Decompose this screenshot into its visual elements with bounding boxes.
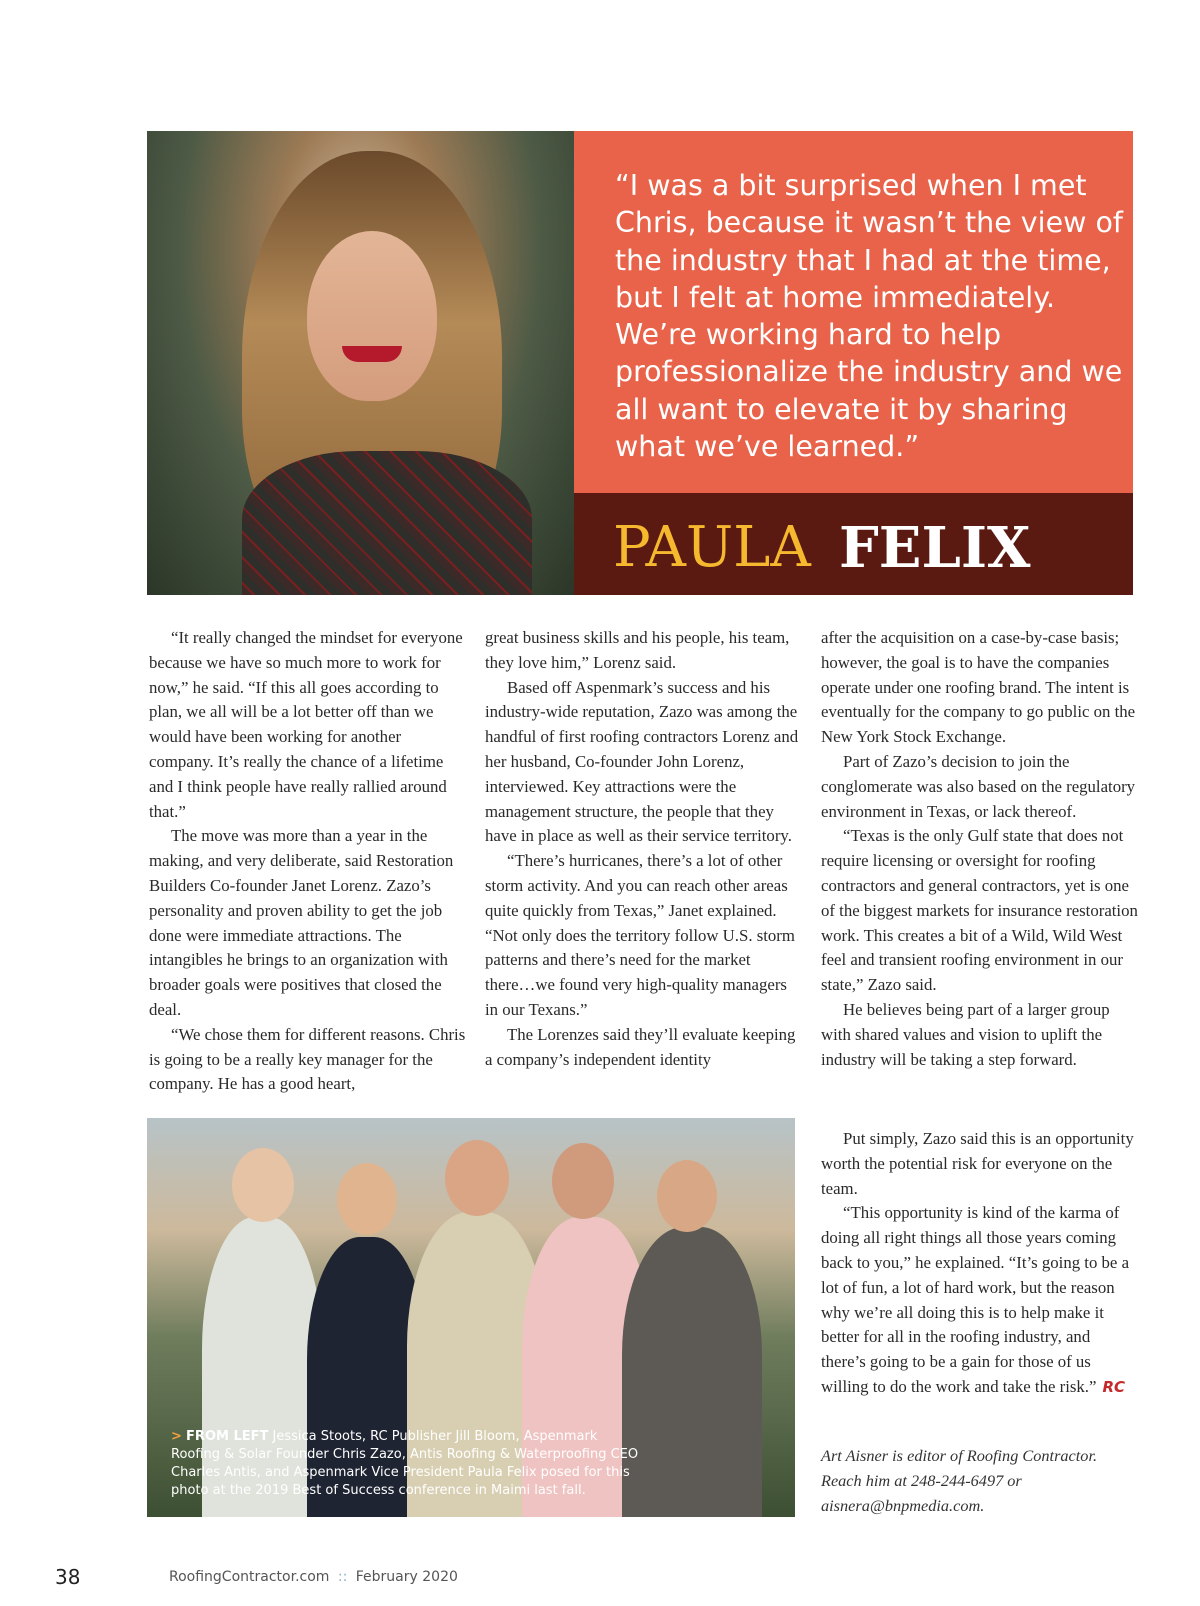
author-bio: Art Aisner is editor of Roofing Contractor. Reach him at 248-244-6497 or aisnera@bnpmedia.com. (821, 1446, 1098, 1515)
paragraph: “There’s hurricanes, there’s a lot of other storm activity. And you can reach other areas quite quickly from Texas,” Janet explained. “Not only does the territory follow U.S. storm patterns and there’s need for the market there…we found very high-quality managers in our Texans.” (485, 851, 795, 1019)
photo-person-head (445, 1140, 509, 1216)
portrait-face (307, 231, 437, 401)
name-band (574, 493, 1133, 595)
name-last: FELIX (839, 515, 1031, 581)
caption-text: Jessica Stoots, RC Publisher Jill Bloom, Aspenmark Roofing & Solar Founder Chris Zazo, Antis Roofing & Waterproofing CEO Charles Antis, and Aspenmark Vice President Paula Felix posed for this photo at the 2019 Best of Success conference in Maimi last fall. (171, 1429, 639, 1498)
caption-chevron-icon: > (171, 1429, 182, 1444)
paragraph: great business skills and his people, his team, they love him,” Lorenz said. (485, 628, 790, 672)
portrait-smile (342, 346, 402, 362)
paragraph: He believes being part of a larger group with shared values and vision to uplift the industry will be taking a step forward. (821, 999, 1110, 1069)
paragraph: Part of Zazo’s decision to join the conglomerate was also based on the regulatory environment in Texas, or lack thereof. (821, 751, 1136, 821)
paragraph: after the acquisition on a case-by-case basis; however, the goal is to have the companies operate under one roofing brand. The intent is eventually for the company to go public on the New York Stock Exchange. (821, 628, 1136, 747)
name-first: PAULA (613, 515, 811, 580)
caption-lead: FROM LEFT (186, 1429, 269, 1444)
paragraph: Put simply, Zazo said this is an opportunity worth the potential risk for everyone on the team. (821, 1129, 1134, 1198)
paragraph: The Lorenzes said they’ll evaluate keeping a company’s independent identity (485, 1024, 796, 1069)
closing-text: “This opportunity is kind of the karma of doing all right things all those years coming back to you,” he explained. “It’s going to be a lot of fun, a lot of hard work, but the reason why we’re all doing this is to help make it better for all in the roofing industry, and there’s going to be a gain for those of us willing to do the work and take the risk.” (821, 1203, 1130, 1396)
footer-separator: :: (337, 1569, 348, 1585)
footer-issue: February 2020 (355, 1569, 458, 1585)
paragraph: “Texas is the only Gulf state that does not require licensing or oversight for roofing contractors and general contractors, yet is one of the biggest markets for insurance restoration work. This creates a bit of a Wild, Wild West feel and transient roofing environment in our state,” Zazo said. (821, 826, 1138, 995)
photo-person-head (337, 1163, 397, 1235)
paragraph: “It really changed the mindset for everyone because we have so much more to work for now,” he said. “If this all goes according to plan, we all will be a lot better off than we would have been working for another company. It’s really the chance of a lifetime and I think people have really rallied around that.” (149, 628, 463, 821)
portrait-photo (147, 131, 574, 595)
footer-meta (169, 1569, 458, 1585)
photo-caption (171, 1428, 641, 1500)
portrait-blouse (242, 451, 532, 595)
photo-person-head (657, 1160, 717, 1232)
paragraph-closing (821, 1201, 1139, 1399)
pull-quote: “I was a bit surprised when I met Chris, because it wasn’t the view of the industry that I had at the time, but I felt at home immediately. We’re working hard to help professionalize the industry and we all want to elevate it by sharing what we’ve learned.” (615, 169, 1123, 464)
end-mark-logo: RC (1102, 1377, 1125, 1396)
footer-site: RoofingContractor.com (169, 1569, 330, 1585)
photo-person-head (232, 1148, 294, 1222)
article-column-3 (821, 626, 1139, 1072)
article-column-3-continued (821, 1127, 1139, 1400)
paragraph: The move was more than a year in the making, and very deliberate, said Restoration Builders Co-founder Janet Lorenz. Zazo’s personality and proven ability to get the job done were immediate attractions. The intangibles he brings to an organization with broader goals were positives that closed the deal. (149, 826, 454, 1019)
article-column-1 (149, 626, 466, 1097)
paragraph: Based off Aspenmark’s success and his industry-wide reputation, Zazo was among the handful of first roofing contractors Lorenz and her husband, Co-founder John Lorenz, interviewed. Key attractions were the management structure, the people that they have in place as well as their service territory. (485, 677, 799, 846)
photo-person (622, 1227, 762, 1517)
page-number: 38 (55, 1565, 81, 1589)
article-column-2 (485, 626, 802, 1072)
photo-person-head (552, 1143, 614, 1219)
paragraph: “We chose them for different reasons. Chris is going to be a really key manager for the company. He has a good heart, (149, 1024, 466, 1094)
